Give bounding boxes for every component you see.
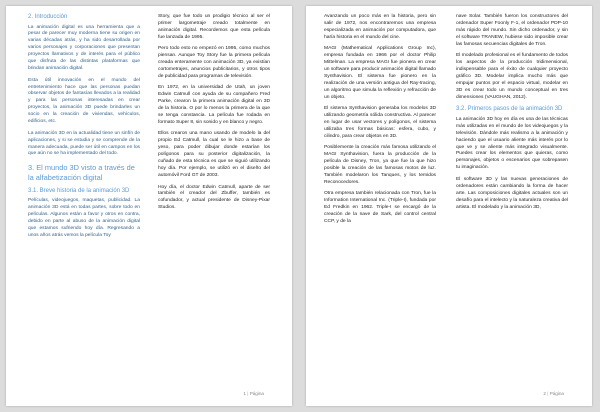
paragraph: La animación 3D en la actualidad tiene un sinfín de aplicaciones, y si se estudia y se comprende de la manera adecuada, puede ser útil en campos en los que aún no se ha implementado del todo.	[28, 130, 140, 157]
subsection-heading-primeros-pasos: 3.2. Primeros pasos de la animación 3D	[456, 106, 563, 113]
page-1-column-2	[158, 14, 270, 217]
document-page-2	[306, 6, 592, 406]
footer-separator: |	[247, 391, 249, 396]
intro-paragraph: La animación digital es una herramienta que a pesar de parecer muy moderna tiene su origen en varias décadas atrás, y ha sido desarrollada por varios personajes y corporaciones que presentan proyectos llamativos y de interés para el público que disfruta de las distintas plataformas que brindan animación digital.	[28, 24, 140, 72]
page-number: 1	[243, 391, 246, 396]
chapter-heading: 3. El mundo 3D visto a través de la alfabetización digital	[28, 162, 135, 182]
paragraph: nave Solar. También fueron los constructores del ordenador Super Foonly F-1, el ordenador PDP-10 más rápido del mundo. Sin dicho ordenador, y sin el software TRANEW, hubiese sido imposible crear las famosas secuencias digitales de Tron.	[456, 14, 568, 47]
paragraph: Pero todo esto no empezó en 1995, como muchos piensan. Aunque Toy Story fue la primera película creada enteramente con animación 3D, ya existían cortometrajes, anuncios publicitarios, y otros tipos de publicidad para programas de televisión.	[158, 46, 270, 80]
paragraph: El modelado profesional es el fundamento de todos los aspectos de la producción tridimensional, indispensable para el éxito de cualquier proyecto gráfico 3D. Modelar implica mucho más que empujar puntos por el espacio virtual, modelar en 3D es crear todo un mundo conceptual en tres dimensiones (VAUGHAN, 2012).	[456, 53, 568, 100]
page-2-column-1	[324, 14, 436, 231]
document-page-1	[6, 6, 292, 406]
paragraph: El software 3D y las nuevas generaciones de ordenadores están cambiando la forma de hacer arte. Las composiciones digitales actuales son un desafío para el intelecto y la naturaleza creativa del artista. El modelado y la animación 3D,	[456, 176, 568, 210]
paragraph: La animación 3D hoy en día es una de las técnicas más utilizadas en el mundo de los videojuegos y la televisión. Dándole más realismo a la animación y haciendo que el usuario aliente más interés por lo que ve y se aliente más integrado visualmente. Puedes crear los elementos que quieras, como personajes, objetos o escenarios que sobrepasen tu imaginación.	[456, 116, 568, 171]
footer-separator: |	[547, 391, 549, 396]
page-2-column-2	[456, 14, 568, 216]
page-number: 2	[543, 391, 546, 396]
paragraph: Story, que fue todo un prodigio técnico al ser el primer largometraje creado totalmente en animación digital. Recordemos que esta película fue lanzada de 1995.	[158, 14, 270, 40]
page-1-column-1	[28, 14, 140, 244]
page-footer	[543, 391, 564, 396]
paragraph: Otra empresa también relacionada con Tron, fue la Information International Inc. (Triple-I), fundada por Ed Fredkin en 1962. Triple-I se encargó de la creación de la nave de Sark, del control central CCP, y de la	[324, 191, 436, 225]
paragraph: Avanzando un poco más en la historia, pero sin salir de 1972, nos encontraremos una empresa especializada en animación por computadora, que haría historia en el mundo del cine.	[324, 14, 436, 40]
paragraph: Hoy día, el doctor Edwin Catmull, aparte de ser también el creador del Zbuffer, también es cofundador, y actual presidente de Disney-Pixar Studios.	[158, 184, 270, 211]
paragraph: El sistema Synthavision generaba los modelos 3D utilizando geometría sólida constructiva. Al parecer en lugar de usar vectores y polígonos, el sistema utilizaba tres formas básicas: esfera, cubo, y cilindro, para crear objetos en 3D.	[324, 106, 436, 140]
subsection-heading-historia: 3.1. Breve historia de la animación 3D	[28, 187, 130, 194]
page-label: Página	[249, 391, 264, 396]
paragraph: Ellos crearon una mano usando de modelo la del propio Ed Catmull, la cual se le hizo a base de yeso, para poder dibujar donde estarían los polígonos para su posterior digitalización, la cuñado de esta técnica es que se siguió utilizando hoy día. Por ejemplo, se utilizó en el diseño del automóvil Ford GT de 2003.	[158, 131, 270, 179]
section-heading-introduccion: 2. Introducción	[28, 14, 68, 20]
page-footer	[243, 391, 264, 396]
paragraph: MAGI (Mathematical Applications Group Inc), empresa fundada en 1966 por el doctor Philip Mittelman. La empresa MAGI fue pionera en crear un software para producir animación digital llamado Synthavision. El sistema fue pionero en la realización de una versión antigua del Ray-tracing, un algoritmo que simula la reflexión y refracción de un objeto.	[324, 46, 436, 100]
paragraph: Películas, videojuegos, maquetas, publicidad. La animación 3D está en todas partes, sobre todo en películas. Algunos están a favor y otros en contra, debido en parte al abuso de la animación digital que estamos sufriendo hoy día. Regresando a unos años atrás vemos la película Toy	[28, 198, 140, 239]
paragraph: Esta útil innovación en el mundo del entretenimiento hace que las personas puedan observar objetos de fantasías llevados a la realidad y para las personas interesadas en crear proyectos, la animación 3D puede brindarles un socio en la creación de viviendas, vehículos, edificios, etc.	[28, 77, 140, 125]
paragraph: Posiblemente la creación más famosa utilizando el MAGI Synthavision, fuera la producción de la película de Disney, Tron, ya que fue la que hizo posible la creación de las famosas motos de luz. También modelaron los Tanques, y los temidos Reconocedores.	[324, 145, 436, 186]
paragraph: En 1972, en la universidad de Utah, un joven Edwin Catmull con ayuda de su compañero Fred Parke, crearon la primera animación digital en 3D de la historia. O por lo menos la primera de la que se tenga constancia. La película fue rodada en formato Super 8, sin sonido y en blanco y negro.	[158, 85, 270, 126]
page-label: Página	[549, 391, 564, 396]
